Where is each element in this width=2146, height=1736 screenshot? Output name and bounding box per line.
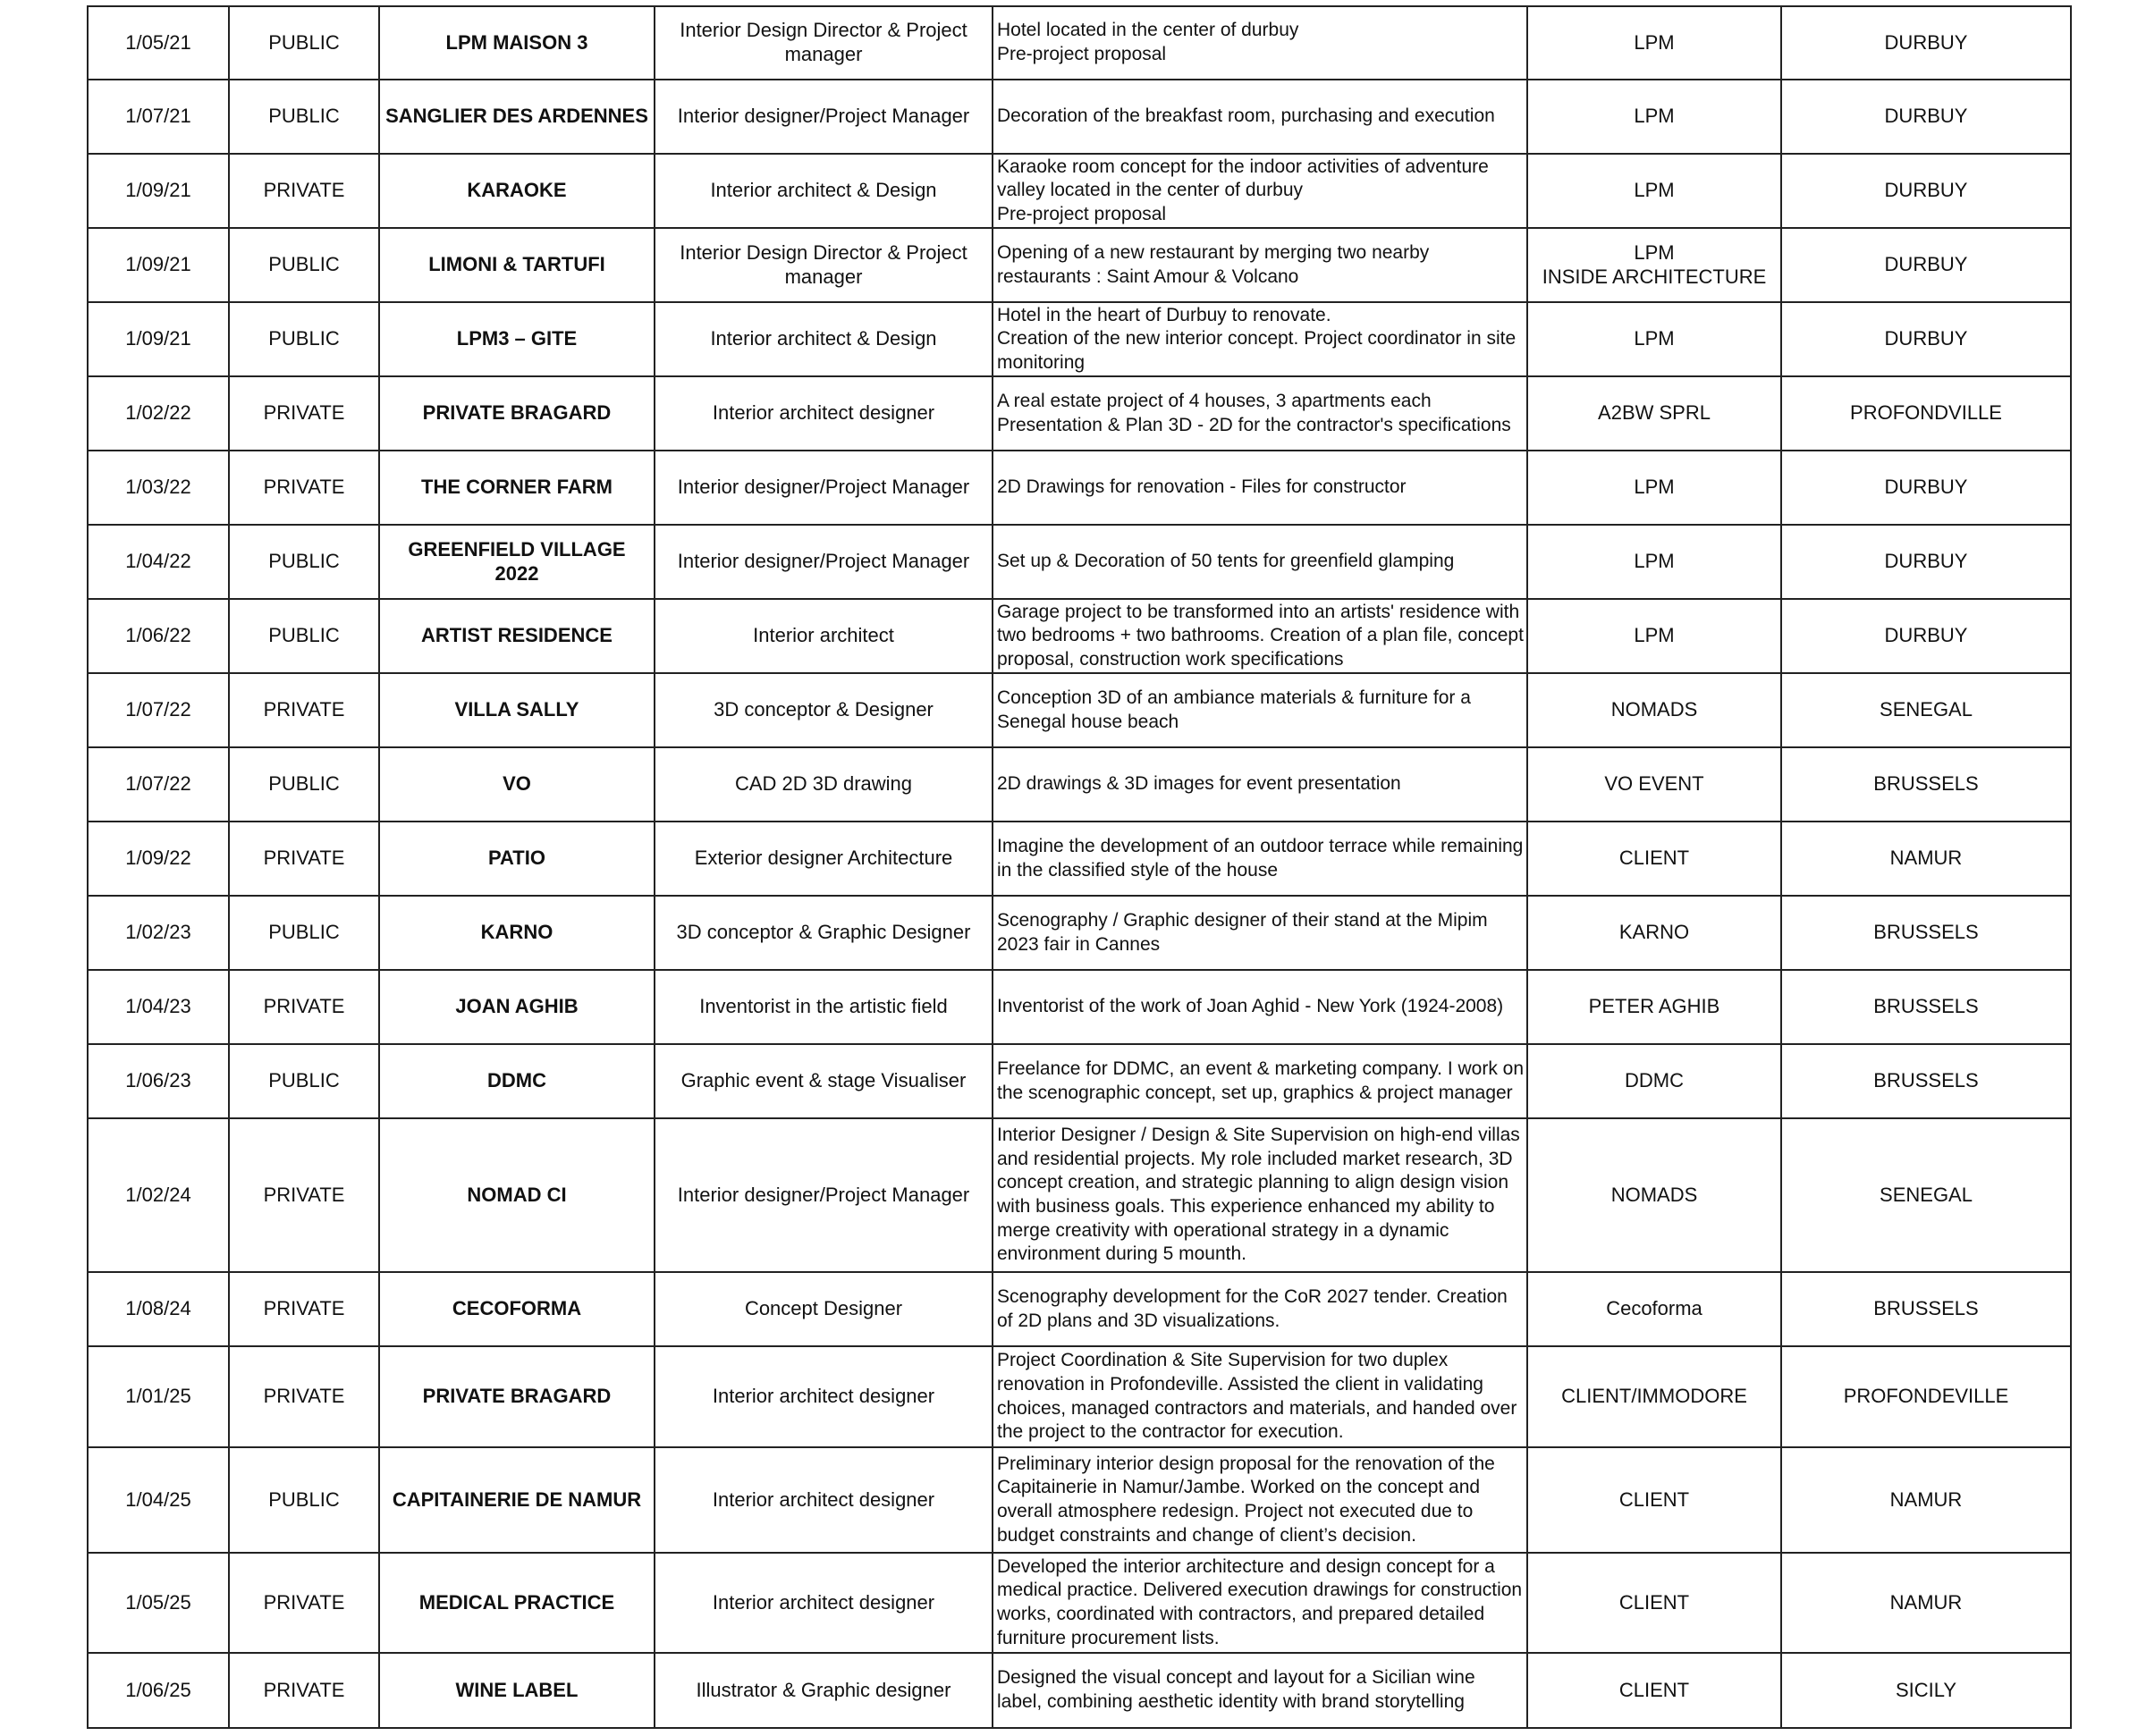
cell-client: KARNO: [1527, 896, 1781, 970]
cell-date: 1/06/25: [88, 1653, 229, 1728]
cell-description: Developed the interior architecture and design concept for a medical practice. Delivered execution drawings for construction works, coordinated with contractors, and prepared detailed furniture procurement lists.: [993, 1553, 1527, 1653]
cell-project: NOMAD CI: [379, 1118, 655, 1272]
cell-role: Exterior designer Architecture: [655, 822, 993, 896]
cell-role: Interior architect designer: [655, 376, 993, 451]
cell-sector: PRIVATE: [229, 451, 379, 525]
cell-location: DURBUY: [1781, 302, 2071, 376]
cell-sector: PUBLIC: [229, 228, 379, 302]
cell-client: LPM: [1527, 302, 1781, 376]
projects-table: [87, 5, 2072, 1729]
cell-client: LPM: [1527, 599, 1781, 673]
cell-project: THE CORNER FARM: [379, 451, 655, 525]
cell-client: LPM: [1527, 6, 1781, 80]
cell-project: DDMC: [379, 1044, 655, 1118]
table-row: [88, 228, 2071, 302]
table-row: [88, 1447, 2071, 1553]
cell-description: Karaoke room concept for the indoor activities of adventure valley located in the center of durbuy Pre-project proposal: [993, 154, 1527, 228]
cell-description: Preliminary interior design proposal for the renovation of the Capitainerie in Namur/Jambe. Worked on the concept and overall atmosphere redesign. Project not executed due to budget constraints and change of client’s decision.: [993, 1447, 1527, 1553]
cell-sector: PRIVATE: [229, 970, 379, 1044]
cell-role: Interior architect & Design: [655, 154, 993, 228]
cell-location: SENEGAL: [1781, 1118, 2071, 1272]
cell-client: VO EVENT: [1527, 747, 1781, 822]
cell-role: Inventorist in the artistic field: [655, 970, 993, 1044]
cell-project: PATIO: [379, 822, 655, 896]
cell-date: 1/05/21: [88, 6, 229, 80]
cell-sector: PRIVATE: [229, 154, 379, 228]
cell-sector: PRIVATE: [229, 822, 379, 896]
cell-sector: PRIVATE: [229, 1346, 379, 1447]
cell-sector: PRIVATE: [229, 376, 379, 451]
cell-location: BRUSSELS: [1781, 747, 2071, 822]
table-row: [88, 1118, 2071, 1272]
cell-description: Hotel in the heart of Durbuy to renovate. Creation of the new interior concept. Project coordinator in site monitoring: [993, 302, 1527, 376]
cell-client: Cecoforma: [1527, 1272, 1781, 1346]
cell-client: CLIENT: [1527, 1553, 1781, 1653]
cell-client: LPM: [1527, 154, 1781, 228]
cell-client: LPM INSIDE ARCHITECTURE: [1527, 228, 1781, 302]
cell-date: 1/09/21: [88, 228, 229, 302]
cell-description: A real estate project of 4 houses, 3 apartments each Presentation & Plan 3D - 2D for the contractor's specifications: [993, 376, 1527, 451]
cell-location: DURBUY: [1781, 6, 2071, 80]
cell-project: VO: [379, 747, 655, 822]
cell-date: 1/09/21: [88, 302, 229, 376]
table-row: [88, 673, 2071, 747]
cell-project: LPM MAISON 3: [379, 6, 655, 80]
cell-date: 1/07/21: [88, 80, 229, 154]
cell-description: Inventorist of the work of Joan Aghid - New York (1924-2008): [993, 970, 1527, 1044]
cell-project: KARNO: [379, 896, 655, 970]
cell-role: Interior Design Director & Project manager: [655, 228, 993, 302]
cell-location: BRUSSELS: [1781, 970, 2071, 1044]
cell-client: NOMADS: [1527, 673, 1781, 747]
cell-date: 1/07/22: [88, 747, 229, 822]
cell-role: Interior Design Director & Project manager: [655, 6, 993, 80]
cell-description: Scenography / Graphic designer of their stand at the Mipim 2023 fair in Cannes: [993, 896, 1527, 970]
cell-location: DURBUY: [1781, 599, 2071, 673]
cell-description: Imagine the development of an outdoor terrace while remaining in the classified style of the house: [993, 822, 1527, 896]
cell-sector: PUBLIC: [229, 1044, 379, 1118]
table-row: [88, 599, 2071, 673]
cell-project: PRIVATE BRAGARD: [379, 1346, 655, 1447]
cell-sector: PUBLIC: [229, 80, 379, 154]
table-row: [88, 1346, 2071, 1447]
cell-role: Interior architect & Design: [655, 302, 993, 376]
cell-sector: PUBLIC: [229, 747, 379, 822]
cell-date: 1/08/24: [88, 1272, 229, 1346]
table-row: [88, 822, 2071, 896]
cell-client: CLIENT: [1527, 1653, 1781, 1728]
cell-role: CAD 2D 3D drawing: [655, 747, 993, 822]
cell-role: Interior architect designer: [655, 1346, 993, 1447]
cell-role: Interior designer/Project Manager: [655, 80, 993, 154]
cell-location: BRUSSELS: [1781, 1044, 2071, 1118]
cell-role: Interior architect designer: [655, 1447, 993, 1553]
cell-location: DURBUY: [1781, 80, 2071, 154]
cell-sector: PUBLIC: [229, 896, 379, 970]
cell-project: MEDICAL PRACTICE: [379, 1553, 655, 1653]
cell-client: LPM: [1527, 451, 1781, 525]
cell-date: 1/06/23: [88, 1044, 229, 1118]
cell-location: PROFONDVILLE: [1781, 376, 2071, 451]
cell-location: NAMUR: [1781, 822, 2071, 896]
cell-role: Illustrator & Graphic designer: [655, 1653, 993, 1728]
cell-project: JOAN AGHIB: [379, 970, 655, 1044]
table-row: [88, 154, 2071, 228]
cell-location: DURBUY: [1781, 525, 2071, 599]
cell-description: Decoration of the breakfast room, purchasing and execution: [993, 80, 1527, 154]
cell-location: BRUSSELS: [1781, 896, 2071, 970]
cell-client: LPM: [1527, 525, 1781, 599]
table-row: [88, 376, 2071, 451]
cell-description: Set up & Decoration of 50 tents for greenfield glamping: [993, 525, 1527, 599]
cell-role: 3D conceptor & Designer: [655, 673, 993, 747]
cell-sector: PRIVATE: [229, 1553, 379, 1653]
cell-date: 1/04/22: [88, 525, 229, 599]
cell-role: Interior designer/Project Manager: [655, 1118, 993, 1272]
cell-date: 1/02/24: [88, 1118, 229, 1272]
cell-sector: PUBLIC: [229, 6, 379, 80]
table-row: [88, 1653, 2071, 1728]
table-row: [88, 1553, 2071, 1653]
cell-client: NOMADS: [1527, 1118, 1781, 1272]
cell-description: Conception 3D of an ambiance materials & furniture for a Senegal house beach: [993, 673, 1527, 747]
cell-project: ARTIST RESIDENCE: [379, 599, 655, 673]
cell-date: 1/01/25: [88, 1346, 229, 1447]
cell-description: 2D drawings & 3D images for event presentation: [993, 747, 1527, 822]
cell-location: DURBUY: [1781, 154, 2071, 228]
cell-client: CLIENT: [1527, 1447, 1781, 1553]
cell-description: Interior Designer / Design & Site Supervision on high-end villas and residential projects. My role included market research, 3D concept creation, and strategic planning to align design vision with business goals. This experience enhanced my ability to merge creativity with operational strategy in a dynamic environment during 5 mounth.: [993, 1118, 1527, 1272]
cell-client: DDMC: [1527, 1044, 1781, 1118]
table-row: [88, 525, 2071, 599]
cell-date: 1/07/22: [88, 673, 229, 747]
cell-date: 1/05/25: [88, 1553, 229, 1653]
cell-sector: PUBLIC: [229, 302, 379, 376]
cell-role: Concept Designer: [655, 1272, 993, 1346]
cell-sector: PUBLIC: [229, 1447, 379, 1553]
table-row: [88, 1044, 2071, 1118]
cell-role: Interior architect designer: [655, 1553, 993, 1653]
table-row: [88, 302, 2071, 376]
cell-sector: PRIVATE: [229, 1653, 379, 1728]
cell-sector: PRIVATE: [229, 673, 379, 747]
cell-date: 1/02/23: [88, 896, 229, 970]
cell-description: Designed the visual concept and layout for a Sicilian wine label, combining aesthetic identity with brand storytelling: [993, 1653, 1527, 1728]
projects-table-body: [88, 6, 2071, 1728]
cell-role: Interior designer/Project Manager: [655, 525, 993, 599]
cell-project: CECOFORMA: [379, 1272, 655, 1346]
cell-role: Interior designer/Project Manager: [655, 451, 993, 525]
cell-location: NAMUR: [1781, 1553, 2071, 1653]
cell-project: VILLA SALLY: [379, 673, 655, 747]
table-row: [88, 451, 2071, 525]
table-row: [88, 80, 2071, 154]
cell-location: BRUSSELS: [1781, 1272, 2071, 1346]
cell-date: 1/03/22: [88, 451, 229, 525]
cell-description: Freelance for DDMC, an event & marketing company. I work on the scenographic concept, set up, graphics & project manager: [993, 1044, 1527, 1118]
cell-sector: PUBLIC: [229, 525, 379, 599]
table-row: [88, 970, 2071, 1044]
cell-project: SANGLIER DES ARDENNES: [379, 80, 655, 154]
cell-sector: PRIVATE: [229, 1118, 379, 1272]
cell-description: 2D Drawings for renovation - Files for constructor: [993, 451, 1527, 525]
cell-project: LIMONI & TARTUFI: [379, 228, 655, 302]
cell-project: WINE LABEL: [379, 1653, 655, 1728]
cell-project: PRIVATE BRAGARD: [379, 376, 655, 451]
cell-location: PROFONDEVILLE: [1781, 1346, 2071, 1447]
cell-location: DURBUY: [1781, 451, 2071, 525]
cell-location: SICILY: [1781, 1653, 2071, 1728]
cell-role: 3D conceptor & Graphic Designer: [655, 896, 993, 970]
table-row: [88, 896, 2071, 970]
cell-date: 1/09/22: [88, 822, 229, 896]
cell-date: 1/02/22: [88, 376, 229, 451]
cell-date: 1/09/21: [88, 154, 229, 228]
cell-project: LPM3 – GITE: [379, 302, 655, 376]
cell-client: CLIENT/IMMODORE: [1527, 1346, 1781, 1447]
cell-client: PETER AGHIB: [1527, 970, 1781, 1044]
cell-sector: PRIVATE: [229, 1272, 379, 1346]
cell-description: Project Coordination & Site Supervision for two duplex renovation in Profondeville. Assisted the client in validating choices, managed contractors and materials, and handed over the project to the contractor for execution.: [993, 1346, 1527, 1447]
cell-date: 1/04/25: [88, 1447, 229, 1553]
cell-sector: PUBLIC: [229, 599, 379, 673]
cell-client: LPM: [1527, 80, 1781, 154]
cell-location: NAMUR: [1781, 1447, 2071, 1553]
cell-client: A2BW SPRL: [1527, 376, 1781, 451]
cell-description: Garage project to be transformed into an artists' residence with two bedrooms + two bathrooms. Creation of a plan file, concept proposal, construction work specifications: [993, 599, 1527, 673]
cell-role: Graphic event & stage Visualiser: [655, 1044, 993, 1118]
cell-project: KARAOKE: [379, 154, 655, 228]
cell-client: CLIENT: [1527, 822, 1781, 896]
cell-project: CAPITAINERIE DE NAMUR: [379, 1447, 655, 1553]
cell-description: Hotel located in the center of durbuy Pre-project proposal: [993, 6, 1527, 80]
table-row: [88, 747, 2071, 822]
table-row: [88, 1272, 2071, 1346]
cell-project: GREENFIELD VILLAGE 2022: [379, 525, 655, 599]
cell-description: Scenography development for the CoR 2027 tender. Creation of 2D plans and 3D visualizations.: [993, 1272, 1527, 1346]
cell-location: DURBUY: [1781, 228, 2071, 302]
cell-description: Opening of a new restaurant by merging two nearby restaurants : Saint Amour & Volcano: [993, 228, 1527, 302]
cell-role: Interior architect: [655, 599, 993, 673]
cell-date: 1/04/23: [88, 970, 229, 1044]
table-row: [88, 6, 2071, 80]
cell-date: 1/06/22: [88, 599, 229, 673]
cell-location: SENEGAL: [1781, 673, 2071, 747]
